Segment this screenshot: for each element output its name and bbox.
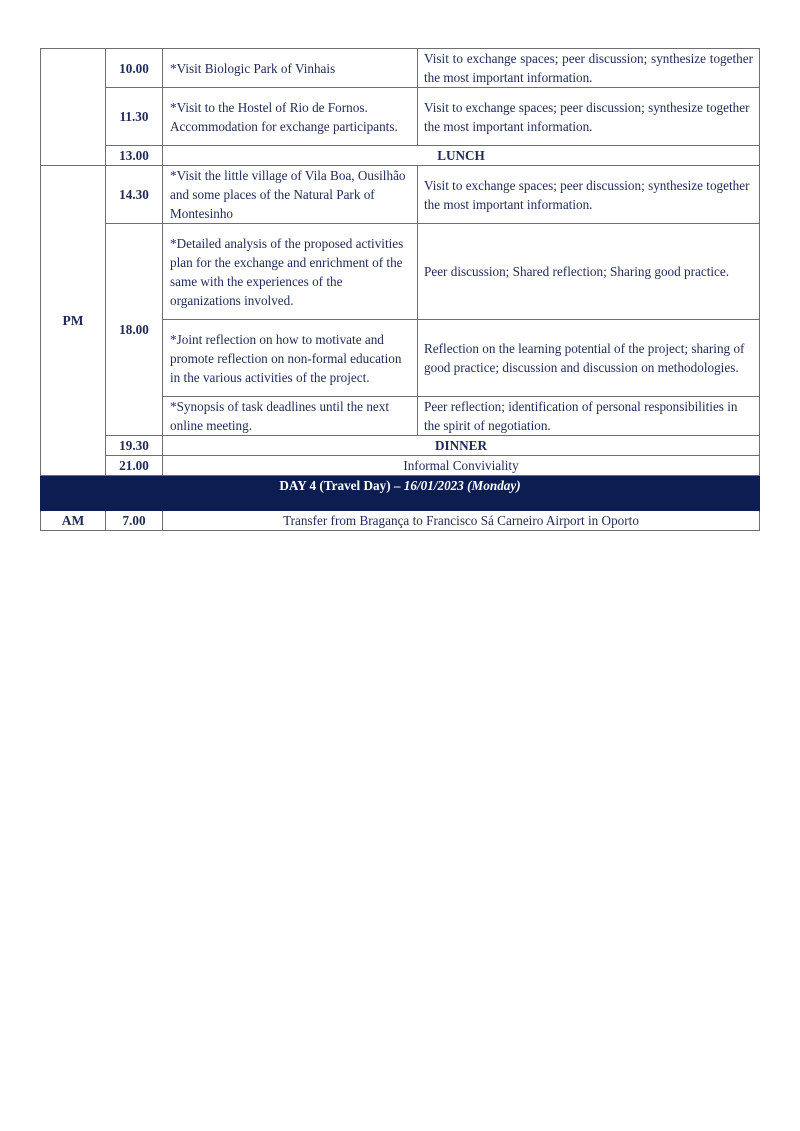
day-header [41,476,760,511]
day-title: DAY 4 (Travel Day) – [279,478,401,493]
activity-cell: *Visit the little village of Vila Boa, Ousilhão and some places of the Natural Park of Montesinho [163,166,418,224]
time-cell: 14.30 [106,166,163,224]
table-row [41,49,760,88]
method-cell: Visit to exchange spaces; peer discussion; synthesize together the most important information. [418,88,760,146]
activity-cell: *Visit Biologic Park of Vinhais [163,49,418,88]
time-cell: 13.00 [106,146,163,166]
day-date: 16/01/2023 (Monday) [403,478,521,493]
period-cell [41,49,106,166]
time-cell: 18.00 [106,224,163,436]
method-cell: Visit to exchange spaces; peer discussion; synthesize together the most important information. [418,166,760,224]
table-row [41,511,760,531]
activity-cell: *Visit to the Hostel of Rio de Fornos. Accommodation for exchange participants. [163,88,418,146]
table-row [41,146,760,166]
period-am-label: AM [41,511,106,531]
method-cell: Peer reflection; identification of personal responsibilities in the spirit of negotiation. [418,397,760,436]
activity-cell: *Synopsis of task deadlines until the next online meeting. [163,397,418,436]
conviviality-label: Informal Conviviality [163,456,760,476]
time-cell: 7.00 [106,511,163,531]
table-row [41,88,760,146]
method-cell: Visit to exchange spaces; peer discussion; synthesize together the most important information. [418,49,760,88]
lunch-label: LUNCH [163,146,760,166]
time-cell: 11.30 [106,88,163,146]
time-cell: 21.00 [106,456,163,476]
method-cell: Reflection on the learning potential of the project; sharing of good practice; discussion and discussion on methodologies. [418,320,760,397]
schedule-table [40,48,760,531]
table-row [41,224,760,320]
transfer-activity: Transfer from Bragança to Francisco Sá Carneiro Airport in Oporto [163,511,760,531]
period-pm-label: PM [41,166,106,476]
activity-cell: *Detailed analysis of the proposed activities plan for the exchange and enrichment of the same with the experiences of the organizations involved. [163,224,418,320]
time-cell: 19.30 [106,436,163,456]
table-row [41,436,760,456]
activity-cell: *Joint reflection on how to motivate and promote reflection on non-formal education in the various activities of the project. [163,320,418,397]
method-cell: Peer discussion; Shared reflection; Sharing good practice. [418,224,760,320]
table-row [41,456,760,476]
dinner-label: DINNER [163,436,760,456]
day-header-row [41,476,760,511]
table-row [41,166,760,224]
schedule-page [40,48,759,531]
time-cell: 10.00 [106,49,163,88]
